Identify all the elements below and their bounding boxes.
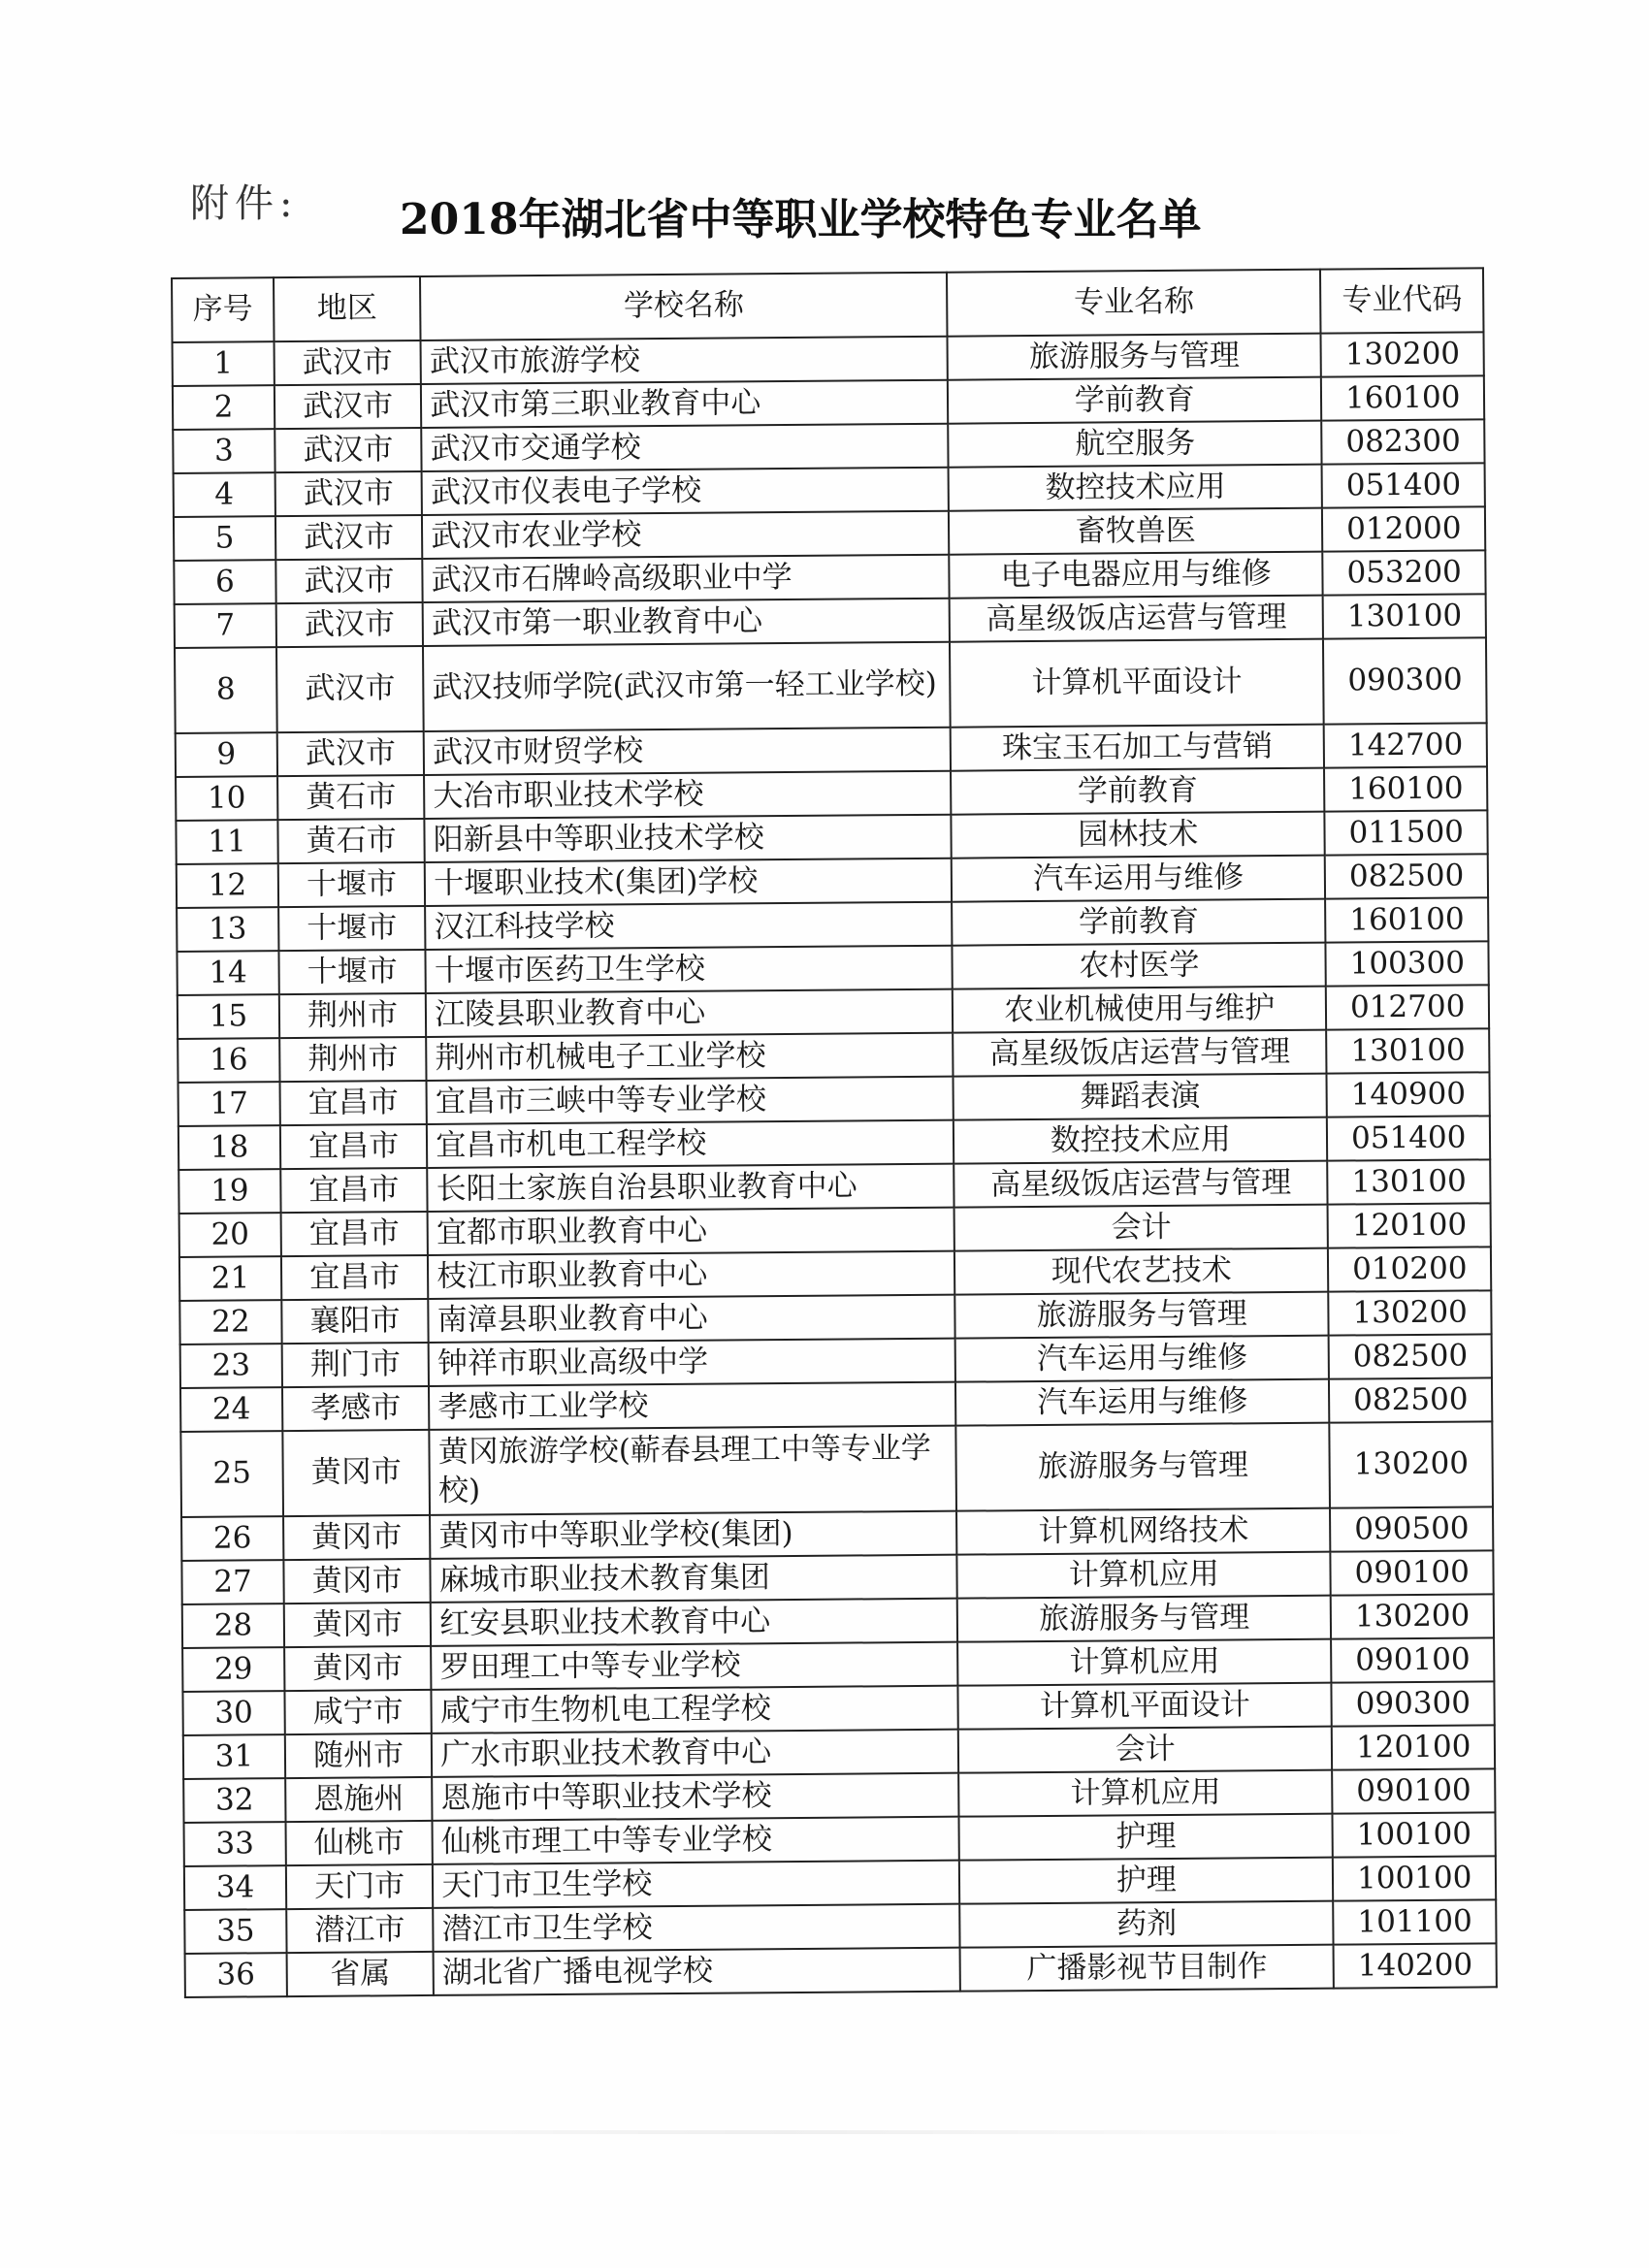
document-title: 2018年湖北省中等职业学校特色专业名单 bbox=[400, 195, 1202, 244]
school-name-cell: 湖北省广播电视学校 bbox=[434, 1948, 960, 1995]
seq-cell: 28 bbox=[182, 1604, 284, 1648]
seq-cell: 27 bbox=[181, 1560, 283, 1604]
header-region: 地区 bbox=[274, 276, 421, 341]
region-cell: 恩施州 bbox=[285, 1777, 433, 1822]
major-name-cell: 旅游服务与管理 bbox=[957, 1596, 1332, 1642]
seq-cell: 17 bbox=[178, 1082, 280, 1126]
major-code-cell: 090500 bbox=[1330, 1507, 1493, 1551]
major-name-cell: 航空服务 bbox=[948, 421, 1322, 468]
major-name-cell: 计算机平面设计 bbox=[950, 639, 1324, 728]
major-code-cell: 082500 bbox=[1325, 854, 1488, 898]
major-code-cell: 160100 bbox=[1321, 375, 1484, 420]
major-code-cell: 142700 bbox=[1324, 723, 1487, 767]
school-name-cell: 荆州市机械电子工业学校 bbox=[426, 1033, 953, 1081]
seq-cell: 3 bbox=[173, 429, 275, 473]
school-name-cell: 咸宁市生物机电工程学校 bbox=[432, 1686, 958, 1733]
seq-cell: 35 bbox=[184, 1909, 286, 1954]
seq-cell: 33 bbox=[184, 1822, 286, 1866]
school-name-cell: 武汉市旅游学校 bbox=[421, 337, 948, 384]
school-name-cell: 武汉市第三职业教育中心 bbox=[421, 380, 948, 428]
region-cell: 黄石市 bbox=[277, 819, 425, 863]
school-name-cell: 武汉市仪表电子学校 bbox=[422, 468, 949, 515]
region-cell: 荆州市 bbox=[279, 993, 427, 1038]
major-name-cell: 计算机平面设计 bbox=[957, 1683, 1332, 1730]
region-cell: 黄石市 bbox=[277, 775, 425, 820]
seq-cell: 6 bbox=[174, 560, 275, 604]
major-name-cell: 广播影视节目制作 bbox=[960, 1945, 1335, 1992]
major-name-cell: 旅游服务与管理 bbox=[955, 1423, 1330, 1511]
region-cell: 武汉市 bbox=[274, 340, 421, 385]
major-name-cell: 高星级饭店运营与管理 bbox=[950, 596, 1324, 642]
seq-cell: 14 bbox=[177, 951, 278, 995]
seq-cell: 26 bbox=[181, 1516, 283, 1561]
major-name-cell: 数控技术应用 bbox=[949, 465, 1323, 511]
table-row bbox=[185, 1943, 1497, 1997]
major-code-cell: 130100 bbox=[1328, 1159, 1491, 1204]
major-name-cell: 药剂 bbox=[959, 1901, 1334, 1948]
scan-artifact bbox=[146, 2130, 1426, 2134]
major-code-cell: 010200 bbox=[1328, 1247, 1491, 1291]
seq-cell: 16 bbox=[178, 1038, 279, 1083]
major-name-cell: 高星级饭店运营与管理 bbox=[953, 1030, 1327, 1077]
major-name-cell: 园林技术 bbox=[951, 812, 1325, 859]
school-name-cell: 长阳土家族自治县职业教育中心 bbox=[427, 1164, 954, 1212]
school-name-cell: 武汉市石牌岭高级职业中学 bbox=[423, 555, 950, 602]
major-name-cell: 珠宝玉石加工与营销 bbox=[951, 725, 1325, 771]
region-cell: 武汉市 bbox=[275, 384, 422, 429]
region-cell: 黄冈市 bbox=[283, 1515, 431, 1560]
seq-cell: 36 bbox=[185, 1953, 287, 1997]
school-name-cell: 汉江科技学校 bbox=[425, 902, 952, 950]
major-code-cell: 090100 bbox=[1331, 1550, 1494, 1595]
seq-cell: 29 bbox=[182, 1647, 284, 1692]
seq-cell: 5 bbox=[174, 516, 275, 561]
major-name-cell: 现代农艺技术 bbox=[954, 1248, 1329, 1295]
region-cell: 仙桃市 bbox=[285, 1821, 433, 1865]
major-code-cell: 090100 bbox=[1332, 1637, 1495, 1682]
school-name-cell: 宜昌市机电工程学校 bbox=[427, 1120, 954, 1168]
major-code-cell: 101100 bbox=[1334, 1899, 1497, 1944]
region-cell: 孝感市 bbox=[282, 1386, 430, 1431]
major-name-cell: 护理 bbox=[959, 1814, 1334, 1861]
region-cell: 黄冈市 bbox=[284, 1603, 432, 1647]
region-cell: 宜昌市 bbox=[280, 1124, 428, 1169]
major-code-cell: 053200 bbox=[1323, 550, 1486, 595]
school-name-cell: 广水市职业技术教育中心 bbox=[432, 1730, 958, 1777]
seq-cell: 23 bbox=[180, 1344, 282, 1388]
major-name-cell: 电子电器应用与维修 bbox=[949, 552, 1323, 599]
major-name-cell: 旅游服务与管理 bbox=[954, 1292, 1329, 1339]
school-name-cell: 武汉市农业学校 bbox=[422, 511, 949, 559]
seq-cell: 19 bbox=[178, 1169, 280, 1214]
table-row bbox=[175, 637, 1487, 733]
major-code-cell: 130200 bbox=[1329, 1290, 1492, 1335]
major-name-cell: 会计 bbox=[954, 1205, 1329, 1251]
seq-cell: 31 bbox=[183, 1734, 285, 1779]
school-name-cell: 钟祥市职业高级中学 bbox=[429, 1339, 955, 1386]
school-name-cell: 孝感市工业学校 bbox=[429, 1382, 955, 1430]
region-cell: 省属 bbox=[286, 1952, 434, 1996]
school-name-cell: 枝江市职业教育中心 bbox=[428, 1251, 954, 1299]
major-name-cell: 畜牧兽医 bbox=[949, 508, 1323, 555]
region-cell: 随州市 bbox=[285, 1733, 433, 1778]
seq-cell: 12 bbox=[177, 863, 278, 908]
seq-cell: 2 bbox=[173, 385, 275, 430]
major-code-cell: 090100 bbox=[1333, 1768, 1496, 1813]
seq-cell: 10 bbox=[176, 776, 277, 821]
major-name-cell: 农村医学 bbox=[952, 943, 1326, 989]
school-name-cell: 十堰市医药卫生学校 bbox=[426, 946, 953, 993]
school-name-cell: 武汉市财贸学校 bbox=[424, 728, 951, 775]
seq-cell: 22 bbox=[179, 1300, 281, 1345]
seq-cell: 18 bbox=[178, 1125, 280, 1170]
major-code-cell: 082500 bbox=[1329, 1377, 1492, 1422]
major-code-cell: 140200 bbox=[1334, 1943, 1497, 1988]
major-name-cell: 舞蹈表演 bbox=[954, 1074, 1328, 1120]
header-seq: 序号 bbox=[172, 277, 274, 342]
major-name-cell: 农业机械使用与维护 bbox=[953, 987, 1327, 1033]
major-code-cell: 090300 bbox=[1332, 1681, 1495, 1726]
region-cell: 武汉市 bbox=[276, 646, 424, 732]
seq-cell: 7 bbox=[175, 603, 276, 648]
header-major-code: 专业代码 bbox=[1320, 268, 1483, 333]
major-name-cell: 汽车运用与维修 bbox=[952, 856, 1326, 902]
major-code-cell: 011500 bbox=[1325, 810, 1488, 855]
region-cell: 荆门市 bbox=[282, 1343, 430, 1387]
region-cell: 潜江市 bbox=[286, 1908, 434, 1953]
region-cell: 襄阳市 bbox=[281, 1299, 429, 1344]
major-name-cell: 学前教育 bbox=[952, 899, 1326, 946]
school-name-cell: 黄冈旅游学校(蕲春县理工中等专业学校) bbox=[430, 1426, 956, 1515]
seq-cell: 4 bbox=[174, 472, 275, 517]
major-code-cell: 160100 bbox=[1326, 897, 1489, 942]
seq-cell: 13 bbox=[177, 907, 278, 952]
major-code-cell: 100300 bbox=[1326, 941, 1489, 986]
major-code-cell: 012000 bbox=[1322, 506, 1485, 551]
major-code-cell: 082500 bbox=[1329, 1334, 1492, 1378]
school-name-cell: 南漳县职业教育中心 bbox=[429, 1295, 955, 1343]
region-cell: 咸宁市 bbox=[284, 1690, 432, 1734]
school-name-cell: 武汉市交通学校 bbox=[421, 424, 948, 471]
major-name-cell: 数控技术应用 bbox=[954, 1118, 1328, 1164]
region-cell: 武汉市 bbox=[275, 428, 422, 472]
region-cell: 武汉市 bbox=[277, 731, 425, 776]
region-cell: 武汉市 bbox=[276, 602, 424, 647]
seq-cell: 30 bbox=[182, 1691, 284, 1735]
major-code-cell: 090300 bbox=[1323, 637, 1486, 724]
major-name-cell: 高星级饭店运营与管理 bbox=[954, 1161, 1328, 1208]
school-name-cell: 麻城市职业技术教育集团 bbox=[431, 1555, 957, 1603]
region-cell: 武汉市 bbox=[275, 471, 423, 516]
region-cell: 宜昌市 bbox=[280, 1212, 428, 1256]
header-major-name: 专业名称 bbox=[947, 270, 1321, 337]
table-header-row bbox=[172, 268, 1483, 342]
major-name-cell: 计算机网络技术 bbox=[956, 1508, 1331, 1555]
school-name-cell: 武汉技师学院(武汉市第一轻工业学校) bbox=[423, 642, 950, 731]
seq-cell: 15 bbox=[178, 994, 279, 1039]
major-code-cell: 051400 bbox=[1322, 463, 1485, 507]
major-code-cell: 130100 bbox=[1327, 1028, 1490, 1073]
major-code-cell: 130200 bbox=[1321, 332, 1484, 376]
major-code-cell: 100100 bbox=[1333, 1812, 1496, 1857]
seq-cell: 24 bbox=[180, 1387, 282, 1432]
school-name-cell: 恩施市中等职业技术学校 bbox=[432, 1773, 958, 1821]
major-name-cell: 学前教育 bbox=[951, 768, 1325, 815]
school-name-cell: 宜都市职业教育中心 bbox=[428, 1208, 954, 1255]
seq-cell: 25 bbox=[180, 1431, 283, 1517]
major-name-cell: 计算机应用 bbox=[957, 1639, 1332, 1686]
school-name-cell: 宜昌市三峡中等专业学校 bbox=[427, 1077, 954, 1124]
region-cell: 黄冈市 bbox=[282, 1430, 430, 1516]
region-cell: 荆州市 bbox=[279, 1037, 427, 1082]
major-code-cell: 082300 bbox=[1322, 419, 1485, 464]
major-code-cell: 051400 bbox=[1327, 1116, 1490, 1160]
school-name-cell: 武汉市第一职业教育中心 bbox=[423, 599, 950, 646]
region-cell: 宜昌市 bbox=[280, 1168, 428, 1213]
region-cell: 十堰市 bbox=[278, 906, 426, 951]
school-name-cell: 大冶市职业技术学校 bbox=[424, 771, 951, 819]
school-name-cell: 天门市卫生学校 bbox=[433, 1861, 959, 1908]
seq-cell: 11 bbox=[176, 820, 277, 864]
region-cell: 宜昌市 bbox=[279, 1081, 427, 1125]
school-name-cell: 十堰职业技术(集团)学校 bbox=[425, 859, 952, 906]
major-name-cell: 汽车运用与维修 bbox=[955, 1379, 1330, 1426]
major-code-cell: 120100 bbox=[1332, 1725, 1495, 1769]
school-list-table bbox=[171, 267, 1498, 1998]
region-cell: 十堰市 bbox=[278, 950, 426, 994]
header-school-name: 学校名称 bbox=[420, 273, 947, 340]
major-code-cell: 160100 bbox=[1324, 766, 1487, 811]
table-body bbox=[173, 332, 1497, 1997]
region-cell: 天门市 bbox=[286, 1864, 434, 1909]
seq-cell: 21 bbox=[179, 1256, 281, 1301]
region-cell: 宜昌市 bbox=[281, 1255, 429, 1300]
region-cell: 武汉市 bbox=[275, 515, 423, 560]
seq-cell: 8 bbox=[175, 647, 277, 733]
major-name-cell: 会计 bbox=[958, 1727, 1333, 1773]
region-cell: 十堰市 bbox=[278, 862, 426, 907]
school-name-cell: 阳新县中等职业技术学校 bbox=[425, 815, 952, 862]
region-cell: 黄冈市 bbox=[283, 1559, 431, 1604]
major-name-cell: 护理 bbox=[959, 1858, 1334, 1904]
major-name-cell: 计算机应用 bbox=[956, 1552, 1331, 1599]
attachment-label: 附件: bbox=[190, 181, 299, 226]
seq-cell: 32 bbox=[183, 1778, 285, 1823]
school-name-cell: 罗田理工中等专业学校 bbox=[431, 1642, 957, 1690]
major-code-cell: 120100 bbox=[1328, 1203, 1491, 1247]
table-row bbox=[180, 1421, 1493, 1517]
major-code-cell: 012700 bbox=[1326, 985, 1489, 1029]
seq-cell: 9 bbox=[176, 732, 277, 777]
major-name-cell: 计算机应用 bbox=[958, 1770, 1333, 1817]
major-code-cell: 130100 bbox=[1323, 594, 1486, 638]
seq-cell: 1 bbox=[173, 341, 275, 386]
school-name-cell: 红安县职业技术教育中心 bbox=[431, 1599, 957, 1646]
school-name-cell: 黄冈市中等职业学校(集团) bbox=[430, 1511, 956, 1559]
school-name-cell: 潜江市卫生学校 bbox=[433, 1904, 959, 1952]
region-cell: 武汉市 bbox=[275, 559, 423, 603]
major-name-cell: 学前教育 bbox=[948, 377, 1322, 424]
major-code-cell: 100100 bbox=[1333, 1856, 1496, 1900]
school-name-cell: 仙桃市理工中等专业学校 bbox=[433, 1817, 959, 1864]
major-name-cell: 汽车运用与维修 bbox=[955, 1336, 1330, 1382]
seq-cell: 34 bbox=[184, 1865, 286, 1910]
major-code-cell: 130200 bbox=[1331, 1594, 1494, 1638]
school-name-cell: 江陵县职业教育中心 bbox=[426, 989, 953, 1037]
major-code-cell: 140900 bbox=[1327, 1072, 1490, 1117]
region-cell: 黄冈市 bbox=[284, 1646, 432, 1691]
major-name-cell: 旅游服务与管理 bbox=[948, 334, 1322, 380]
seq-cell: 20 bbox=[179, 1213, 281, 1257]
major-code-cell: 130200 bbox=[1330, 1421, 1493, 1507]
